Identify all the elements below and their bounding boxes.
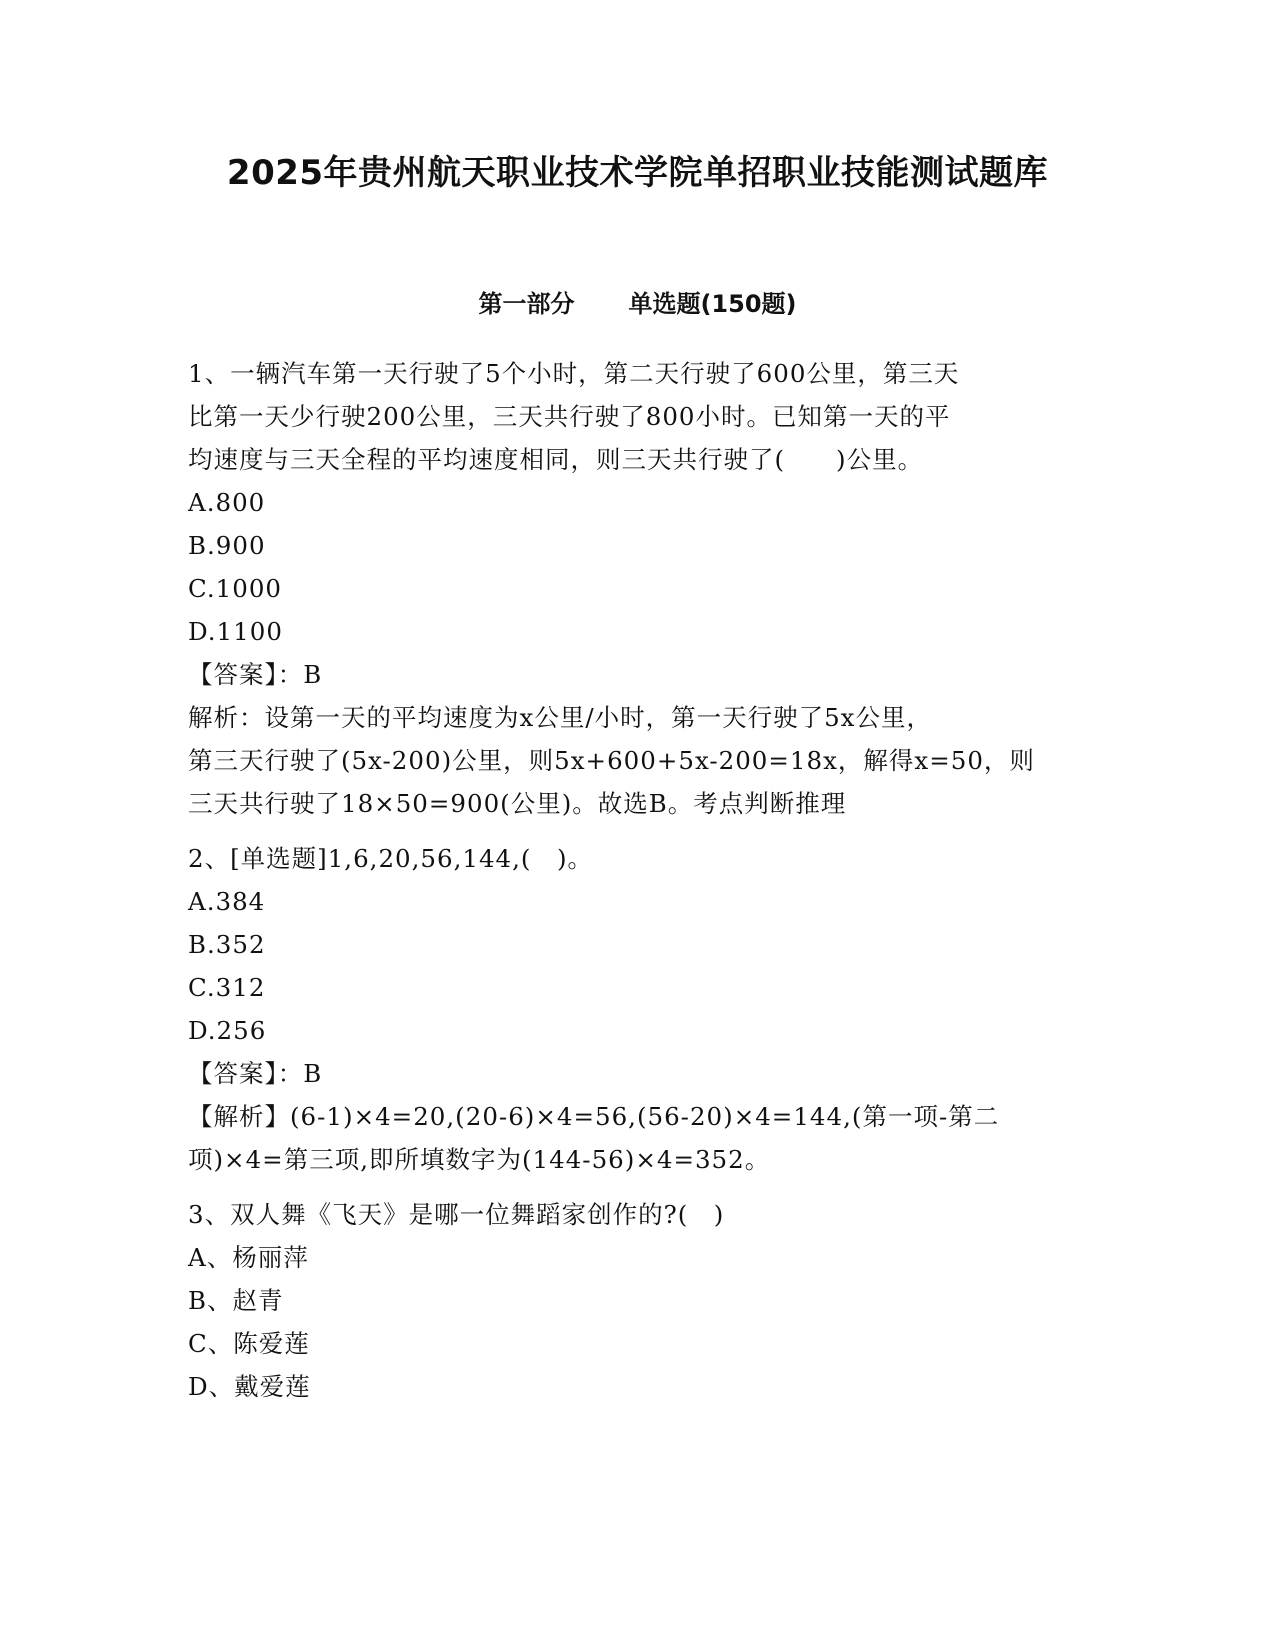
- question-stem-line: 3、双人舞《飞天》是哪一位舞蹈家创作的?( ): [188, 1200, 725, 1229]
- page-title: 2025年贵州航天职业技术学院单招职业技能测试题库: [226, 153, 1049, 193]
- option-b: B.352: [188, 930, 266, 959]
- option-c: C.312: [188, 973, 266, 1002]
- option-d: D.1100: [188, 617, 283, 646]
- analysis-line: 解析：设第一天的平均速度为x公里/小时，第一天行驶了5x公里，: [188, 703, 932, 732]
- option-d: D.256: [188, 1016, 267, 1045]
- option-b: B.900: [188, 531, 266, 560]
- option-a: A.384: [188, 887, 266, 916]
- question-stem-line: 均速度与三天全程的平均速度相同，则三天共行驶了( )公里。: [188, 445, 924, 474]
- option-a: A、杨丽萍: [188, 1243, 309, 1272]
- question-stem-line: 比第一天少行驶200公里，三天共行驶了800小时。已知第一天的平: [188, 402, 951, 431]
- option-a: A.800: [188, 488, 266, 517]
- section-heading: [0, 286, 1275, 322]
- question-stem-line: 1、一辆汽车第一天行驶了5个小时，第二天行驶了600公里，第三天: [188, 359, 960, 388]
- question-stem-line: 2、[单选题]1,6,20,56,144,( )。: [188, 844, 594, 873]
- analysis-line: 【解析】(6-1)×4=20,(20-6)×4=56,(56-20)×4=144,(第一项-第二: [188, 1102, 1000, 1131]
- question-list: [188, 352, 1078, 1408]
- analysis-line: 第三天行驶了(5x-200)公里，则5x+600+5x-200=18x，解得x=50，则: [188, 746, 1035, 775]
- analysis-line: 项)×4=第三项,即所填数字为(144-56)×4=352。: [188, 1145, 771, 1174]
- question-3: [188, 1193, 1078, 1408]
- section-name: 单选题(150题): [628, 290, 797, 318]
- answer: 【答案】：B: [188, 660, 323, 689]
- question-2: [188, 837, 1078, 1181]
- option-b: B、赵青: [188, 1286, 284, 1315]
- option-c: C.1000: [188, 574, 283, 603]
- option-c: C、陈爱莲: [188, 1329, 310, 1358]
- section-label: 第一部分: [478, 290, 575, 318]
- analysis-line: 三天共行驶了18×50=900(公里)。故选B。考点判断推理: [188, 789, 847, 818]
- answer: 【答案】：B: [188, 1059, 323, 1088]
- question-1: [188, 352, 1078, 825]
- option-d: D、戴爱莲: [188, 1372, 311, 1401]
